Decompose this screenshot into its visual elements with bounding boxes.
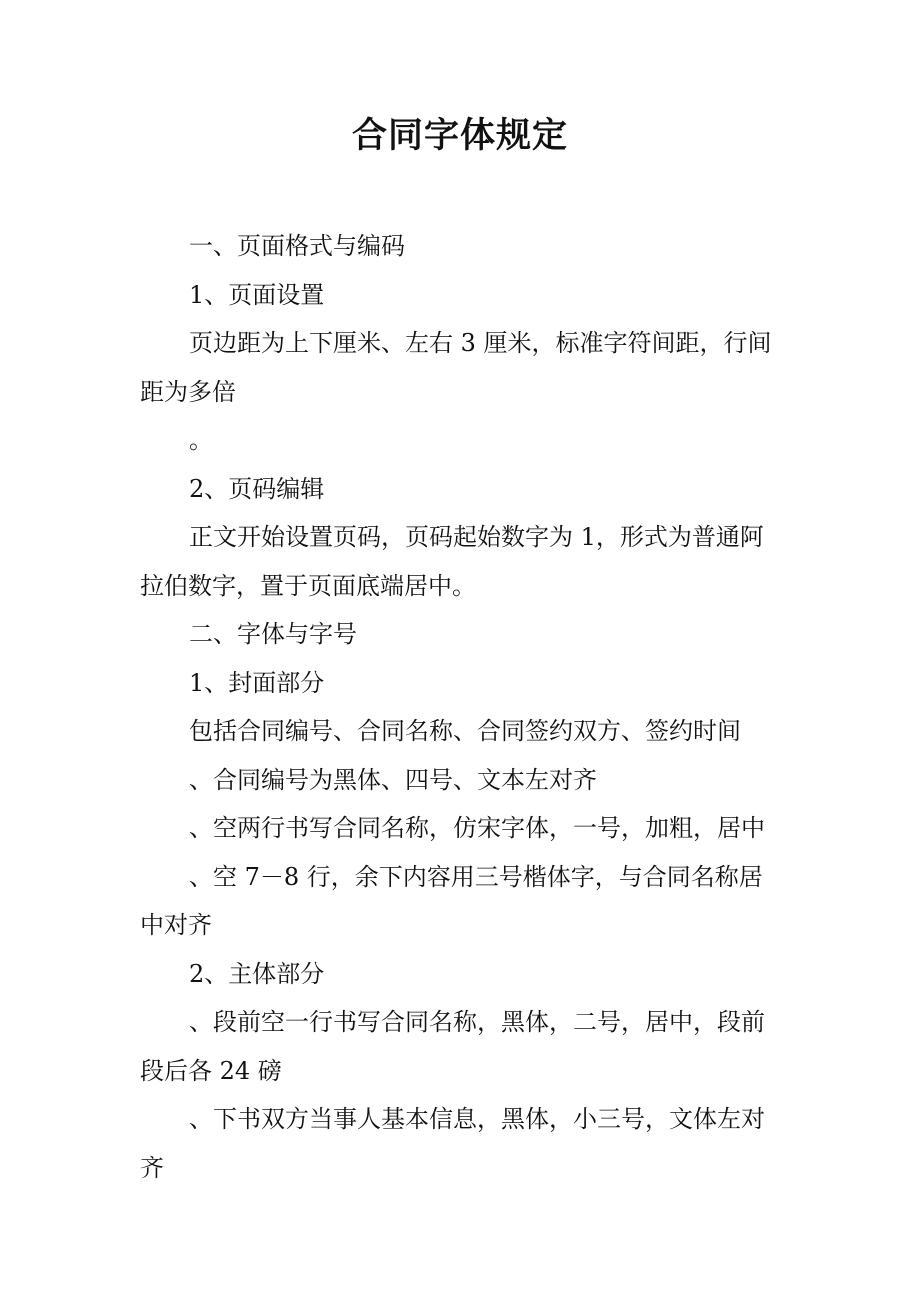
subsection-heading: 1、封面部分 [189, 668, 325, 697]
document-title: 合同字体规定 [351, 115, 568, 156]
paragraph-line: 、下书双方当事人基本信息，黑体，小三号，文体左对 [189, 1105, 765, 1133]
subsection-heading: 2、主体部分 [189, 959, 325, 988]
paragraph-line: 、段前空一行书写合同名称，黑体，二号，居中，段前 [189, 1008, 765, 1036]
document-body [140, 222, 785, 1192]
subsection-heading: 1、页面设置 [189, 280, 325, 309]
paragraph-line: 中对齐 [140, 911, 212, 939]
paragraph-line: 齐 [140, 1153, 164, 1182]
paragraph-line: 、空两行书写合同名称，仿宋字体，一号，加粗，居中 [189, 814, 765, 842]
subsection-heading: 2、页码编辑 [189, 474, 325, 503]
paragraph-line: 段后各 24 磅 [140, 1056, 282, 1085]
paragraph-line: 。 [189, 426, 213, 454]
paragraph-line: 正文开始设置页码，页码起始数字为 1，形式为普通阿 [189, 523, 764, 551]
paragraph-line: 页边距为上下厘米、左右 3 厘米，标准字符间距，行间 [189, 329, 772, 357]
paragraph-line: 拉伯数字，置于页面底端居中。 [140, 571, 476, 600]
paragraph-line: 、空 7－8 行，余下内容用三号楷体字，与合同名称居 [189, 862, 763, 891]
paragraph-line: 包括合同编号、合同名称、合同签约双方、签约时间 [189, 717, 741, 745]
paragraph-line: 、合同编号为黑体、四号、文本左对齐 [189, 765, 597, 794]
section-heading: 一、页面格式与编码 [189, 232, 405, 260]
section-heading: 二、字体与字号 [189, 620, 357, 648]
paragraph-line: 距为多倍 [140, 377, 236, 406]
